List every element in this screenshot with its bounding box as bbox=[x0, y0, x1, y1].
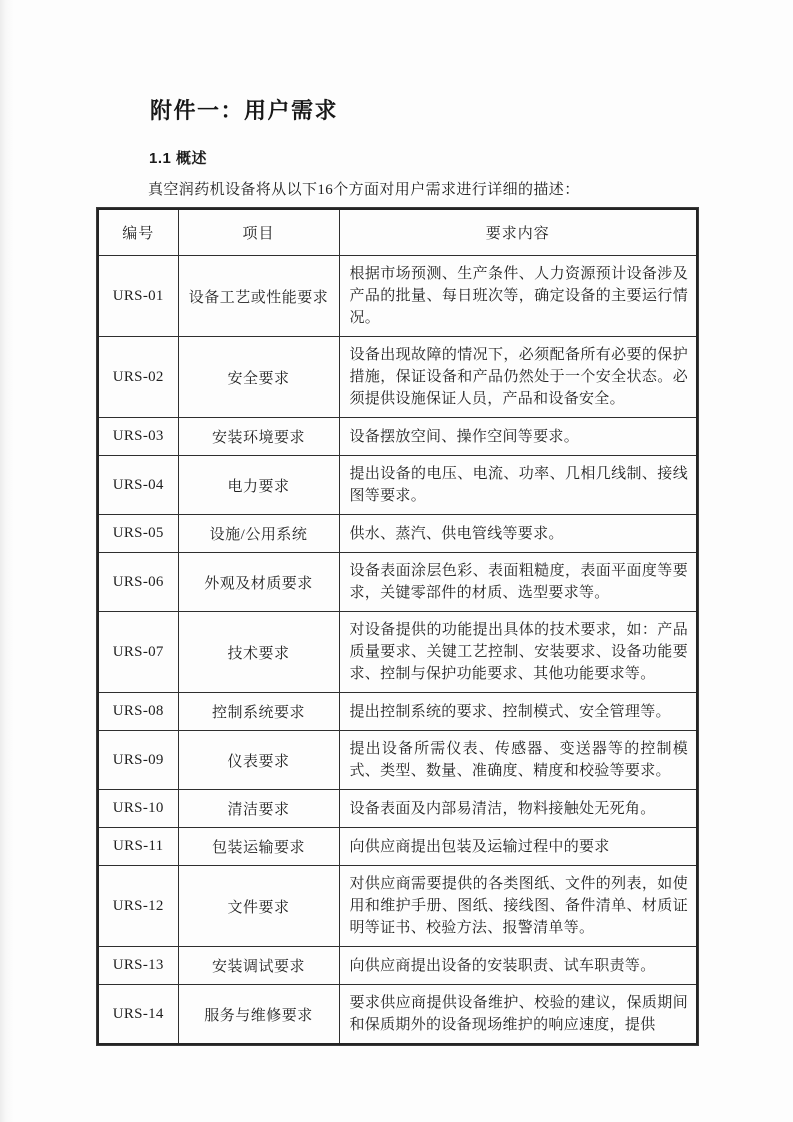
row-id-cell: URS-13 bbox=[98, 947, 178, 985]
row-item-cell: 仪表要求 bbox=[178, 731, 339, 790]
row-content-cell: 设备出现故障的情况下，必须配备所有必要的保护措施，保证设备和产品仍然处于一个安全状态。必须提供设施保证人员，产品和设备安全。 bbox=[339, 337, 697, 418]
table-row bbox=[98, 731, 697, 790]
row-item-cell: 包装运输要求 bbox=[178, 828, 339, 866]
row-id-cell: URS-05 bbox=[98, 515, 178, 553]
row-item-cell: 控制系统要求 bbox=[178, 693, 339, 731]
table-row bbox=[98, 612, 697, 693]
row-id-cell: URS-08 bbox=[98, 693, 178, 731]
table-row bbox=[98, 947, 697, 985]
row-id-cell: URS-06 bbox=[98, 553, 178, 612]
row-content-cell: 设备表面及内部易清洁，物料接触处无死角。 bbox=[339, 790, 697, 828]
row-content-cell: 对供应商需要提供的各类图纸、文件的列表，如使用和维护手册、图纸、接线图、备件清单、材质证明等证书、校验方法、报警清单等。 bbox=[339, 866, 697, 947]
row-id-cell: URS-09 bbox=[98, 731, 178, 790]
row-item-cell: 外观及材质要求 bbox=[178, 553, 339, 612]
table-row bbox=[98, 866, 697, 947]
table-row bbox=[98, 515, 697, 553]
row-content-cell: 设备表面涂层色彩、表面粗糙度，表面平面度等要求，关键零部件的材质、选型要求等。 bbox=[339, 553, 697, 612]
row-content-cell: 向供应商提出设备的安装职责、试车职责等。 bbox=[339, 947, 697, 985]
table-row bbox=[98, 256, 697, 337]
table-row bbox=[98, 337, 697, 418]
table-row bbox=[98, 790, 697, 828]
row-id-cell: URS-11 bbox=[98, 828, 178, 866]
intro-paragraph: 真空润药机设备将从以下16个方面对用户需求进行详细的描述： bbox=[148, 182, 580, 198]
table-row bbox=[98, 418, 697, 456]
table-row bbox=[98, 828, 697, 866]
row-item-cell: 清洁要求 bbox=[178, 790, 339, 828]
table-row bbox=[98, 985, 697, 1045]
table-body bbox=[98, 256, 697, 1045]
row-id-cell: URS-01 bbox=[98, 256, 178, 337]
row-content-cell: 向供应商提出包装及运输过程中的要求 bbox=[339, 828, 697, 866]
row-id-cell: URS-12 bbox=[98, 866, 178, 947]
row-item-cell: 安装调试要求 bbox=[178, 947, 339, 985]
row-item-cell: 电力要求 bbox=[178, 456, 339, 515]
section-heading: 1.1 概述 bbox=[149, 150, 208, 167]
row-content-cell: 设备摆放空间、操作空间等要求。 bbox=[339, 418, 697, 456]
column-header-content: 要求内容 bbox=[339, 209, 697, 256]
row-content-cell: 要求供应商提供设备维护、校验的建议，保质期间和保质期外的设备现场维护的响应速度，提供 bbox=[339, 985, 697, 1045]
row-content-cell: 供水、蒸汽、供电管线等要求。 bbox=[339, 515, 697, 553]
column-header-id: 编号 bbox=[98, 209, 178, 256]
table-row bbox=[98, 553, 697, 612]
row-content-cell: 提出设备的电压、电流、功率、几相几线制、接线图等要求。 bbox=[339, 456, 697, 515]
row-id-cell: URS-03 bbox=[98, 418, 178, 456]
row-item-cell: 文件要求 bbox=[178, 866, 339, 947]
table-header-row bbox=[98, 209, 697, 256]
row-item-cell: 服务与维修要求 bbox=[178, 985, 339, 1045]
column-header-item: 项目 bbox=[178, 209, 339, 256]
row-item-cell: 设备工艺或性能要求 bbox=[178, 256, 339, 337]
table-row bbox=[98, 456, 697, 515]
row-content-cell: 根据市场预测、生产条件、人力资源预计设备涉及产品的批量、每日班次等，确定设备的主要运行情况。 bbox=[339, 256, 697, 337]
row-id-cell: URS-10 bbox=[98, 790, 178, 828]
row-item-cell: 设施/公用系统 bbox=[178, 515, 339, 553]
row-item-cell: 技术要求 bbox=[178, 612, 339, 693]
row-content-cell: 提出设备所需仪表、传感器、变送器等的控制模式、类型、数量、准确度、精度和校验等要求。 bbox=[339, 731, 697, 790]
table-row bbox=[98, 693, 697, 731]
row-id-cell: URS-14 bbox=[98, 985, 178, 1045]
row-content-cell: 提出控制系统的要求、控制模式、安全管理等。 bbox=[339, 693, 697, 731]
row-id-cell: URS-04 bbox=[98, 456, 178, 515]
row-content-cell: 对设备提供的功能提出具体的技术要求，如：产品质量要求、关键工艺控制、安装要求、设备功能要求、控制与保护功能要求、其他功能要求等。 bbox=[339, 612, 697, 693]
page-title: 附件一：用户需求 bbox=[150, 98, 339, 123]
row-item-cell: 安装环境要求 bbox=[178, 418, 339, 456]
row-id-cell: URS-02 bbox=[98, 337, 178, 418]
row-id-cell: URS-07 bbox=[98, 612, 178, 693]
row-item-cell: 安全要求 bbox=[178, 337, 339, 418]
requirements-table bbox=[97, 208, 698, 1045]
